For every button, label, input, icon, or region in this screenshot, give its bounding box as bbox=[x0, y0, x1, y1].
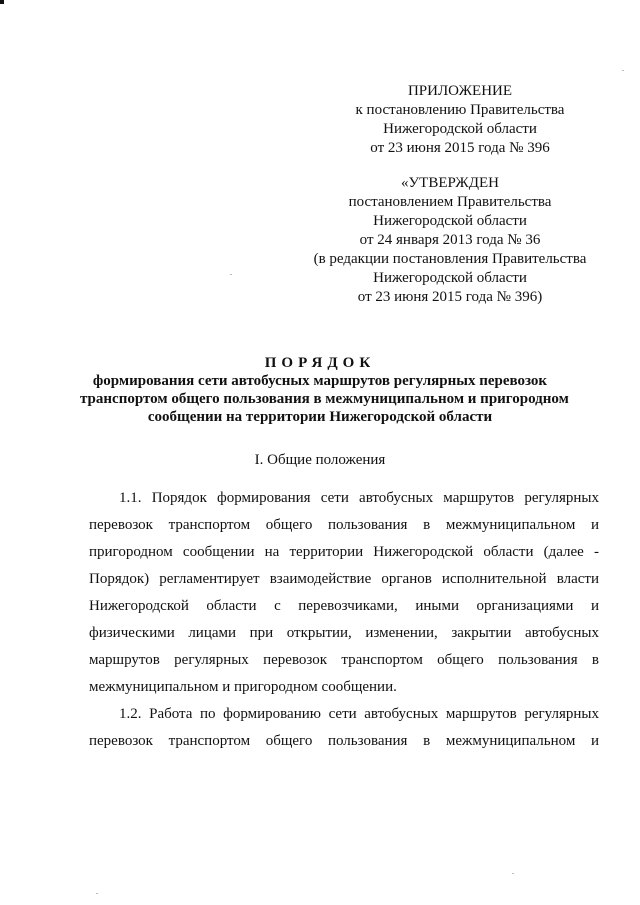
paragraph-line: перевозок транспортом общего пользования в межмуниципальном и bbox=[89, 517, 599, 533]
paragraph-1-2 bbox=[89, 705, 599, 759]
scan-speck bbox=[230, 274, 232, 275]
subtitle-line: формирования сети автобусных маршрутов регулярных перевозок bbox=[92, 373, 548, 389]
paragraph-line: Нижегородской области с перевозчиками, иными организациями и bbox=[89, 598, 599, 614]
scan-speck bbox=[622, 70, 624, 71]
appendix-line: от 23 июня 2015 года № 396 bbox=[370, 140, 550, 156]
paragraph-line: Порядок) регламентирует взаимодействие органов исполнительной власти bbox=[89, 571, 599, 587]
approval-line: от 24 января 2013 года № 36 bbox=[359, 232, 541, 248]
appendix-line: к постановлению Правительства bbox=[355, 102, 565, 118]
appendix-line: Нижегородской области bbox=[383, 121, 537, 137]
approval-line: от 23 июня 2015 года № 396) bbox=[357, 289, 543, 305]
scan-speck bbox=[512, 873, 514, 874]
paragraph-line: маршрутов регулярных перевозок транспортом общего пользования в bbox=[89, 652, 599, 668]
document-title: ПОРЯДОК bbox=[264, 355, 376, 371]
approval-line: Нижегородской области bbox=[373, 213, 527, 229]
approval-line: постановлением Правительства bbox=[348, 194, 552, 210]
appendix-header bbox=[330, 82, 590, 158]
paragraph-line: 1.2. Работа по формированию сети автобусных маршрутов регулярных bbox=[119, 706, 599, 722]
subtitle-line: транспортом общего пользования в межмуниципальном и пригородном bbox=[80, 391, 569, 407]
paragraph-line: перевозок транспортом общего пользования в межмуниципальном и bbox=[89, 733, 599, 749]
paragraph-line: пригородном сообщении на территории Нижегородской области (далее - bbox=[89, 544, 599, 560]
paragraph-line: физическими лицами при открытии, изменении, закрытии автобусных bbox=[89, 625, 599, 641]
paragraph-line: межмуниципальном и пригородном сообщении. bbox=[89, 679, 397, 695]
approval-line: (в редакции постановления Правительства bbox=[313, 251, 587, 267]
scan-corner-mark bbox=[0, 0, 4, 4]
document-subtitle bbox=[80, 372, 569, 426]
section-heading: I. Общие положения bbox=[254, 452, 386, 468]
scan-speck bbox=[96, 893, 98, 894]
approval-line: Нижегородской области bbox=[373, 270, 527, 286]
approval-line: «УТВЕРЖДЕН bbox=[401, 175, 499, 191]
paragraph-line: 1.1. Порядок формирования сети автобусных маршрутов регулярных bbox=[119, 490, 599, 506]
approval-stamp-block bbox=[300, 174, 600, 307]
appendix-line: ПРИЛОЖЕНИЕ bbox=[407, 83, 513, 99]
subtitle-line: сообщении на территории Нижегородской области bbox=[147, 409, 493, 425]
paragraph-1-1 bbox=[89, 489, 599, 705]
